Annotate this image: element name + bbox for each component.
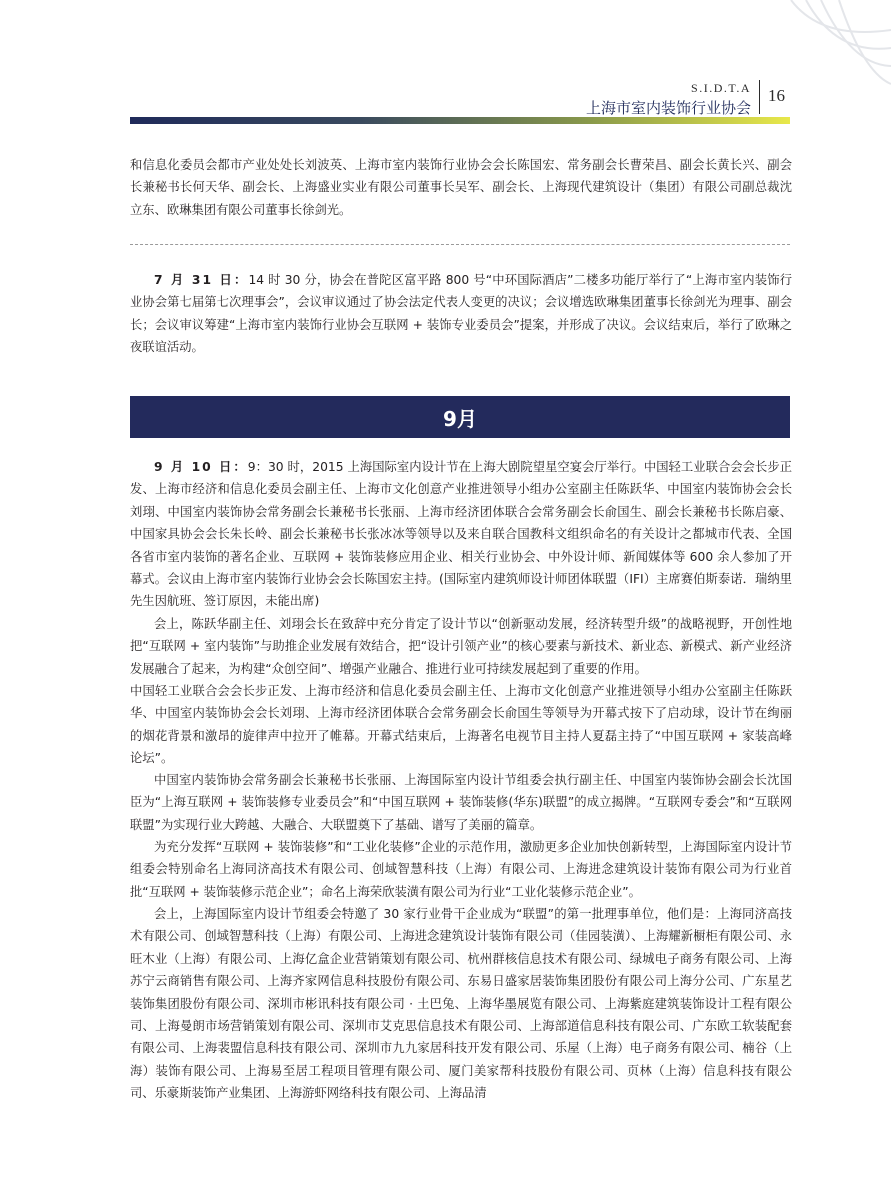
page-number: 16: [768, 86, 785, 105]
paragraph-text: 14 时 30 分，协会在普陀区富平路 800 号“中环国际酒店”二楼多功能厅举行了“上海市室内装饰行业协会第七届第七次理事会”，会议审议通过了协会法定代表人变更的决议；会议增选欧琳集团董事长徐剑光为理事、副会长；会议审议筹建“上海市室内装饰行业协会互联网 + 装饰专业委员会”提案，并形成了决议。会议结束后，举行了欧琳之夜联谊活动。: [130, 273, 792, 355]
paragraph-committee-launch: 中国室内装饰协会常务副会长兼秘书长张丽、上海国际室内设计节组委会执行副主任、中国室内装饰协会副会长沈国臣为“上海互联网 + 装饰装修专业委员会”和“中国互联网 + 装饰装修(华东)联盟”的成立揭牌。“互联网专委会”和“互联网联盟”为实现行业大跨越、大融合、大联盟奠下了基础、谱写了美丽的篇章。: [130, 773, 792, 832]
paragraph-speeches: 会上，陈跃华副主任、刘珝会长在致辞中充分肯定了设计节以“创新驱动发展，经济转型升级”的战略视野，开创性地把“互联网 + 室内装饰”与助推企业发展有效结合，把“设计引领产业”的核心要素与新技术、新业态、新模式、新产业经济发展融合了起来，为构建“众创空间”、增强产业融合、推进行业可持续发展起到了重要的作用。: [130, 617, 792, 676]
header-abbreviation: S.I.D.T.A: [691, 81, 751, 95]
month-banner: [130, 396, 790, 438]
paragraph-sep-10: [130, 456, 792, 613]
corner-decoration: [751, 0, 891, 95]
paragraph-alliance-members: 会上，上海国际室内设计节组委会特邀了 30 家行业骨干企业成为“联盟”的第一批理事单位，他们是：上海同济高技术有限公司、创域智慧科技（上海）有限公司、上海进念建筑设计装饰有限公司（佳园装潢）、上海耀新橱柜有限公司、永旺木业（上海）有限公司、上海亿盒企业营销策划有限公司、杭州群核信息技术有限公司、绿城电子商务有限公司、上海苏宁云商销售有限公司、上海齐家网信息科技股份有限公司、东易日盛家居装饰集团股份有限公司上海分公司、广东星艺装饰集团股份有限公司、深圳市彬讯科技有限公司 · 土巴兔、上海华墨展览有限公司、上海紫庭建筑装饰设计工程有限公司、上海曼朗市场营销策划有限公司、深圳市艾克思信息技术有限公司、上海部道信息科技有限公司、广东欧工软装配套有限公司、上海裴盟信息科技有限公司、深圳市九九家居科技开发有限公司、乐屋（上海）电子商务有限公司、楠谷（上海）装饰有限公司、上海易至居工程项目管理有限公司、厦门美家帮科技股份有限公司、页林（上海）信息科技有限公司、乐豪斯装饰产业集团、上海游虾网络科技有限公司、上海品清: [130, 907, 792, 1101]
month-banner-label: 9月: [443, 406, 477, 431]
section-divider: [130, 244, 790, 245]
paragraph-demonstration-companies: 为充分发挥“互联网 + 装饰装修”和“工业化装修”企业的示范作用，激励更多企业加快创新转型，上海国际室内设计节组委会特别命名上海同济高技术有限公司、创域智慧科技（上海）有限公司、上海进念建筑设计装饰有限公司为行业首批“互联网 + 装饰装修示范企业”；命名上海荣欣装潢有限公司为行业“工业化装修示范企业”。: [130, 840, 792, 899]
header-organization-name: 上海市室内装饰行业协会: [585, 99, 751, 117]
header-separator: [759, 80, 760, 114]
header-gradient-bar: [130, 117, 790, 124]
paragraph-attendees-continued: 和信息化委员会都市产业处处长刘波英、上海市室内装饰行业协会会长陈国宏、常务副会长曹荣昌、副会长黄长兴、副会长兼秘书长何天华、副会长、上海盛业实业有限公司董事长吴军、副会长、上海现代建筑设计（集团）有限公司副总裁沈立东、欧琳集团有限公司董事长徐剑光。: [130, 158, 792, 217]
date-label: 7 月 31 日：: [154, 273, 249, 287]
paragraph-jul-31: [130, 269, 792, 359]
date-label: 9 月 10 日：: [154, 460, 248, 474]
paragraph-text: 9：30 时，2015 上海国际室内设计节在上海大剧院望星空宴会厅举行。中国轻工业联合会会长步正发、上海市经济和信息化委员会副主任、上海市文化创意产业推进领导小组办公室副主任陈跃华、中国室内装饰协会会长刘珝、中国室内装饰协会常务副会长兼秘书长张丽、上海市经济团体联合会常务副会长俞国生、副会长兼秘书长陈启豪、中国家具协会会长朱长岭、副会长兼秘书长张冰冰等领导以及来自联合国教科文组织命名的有关设计之都城市代表、全国各省市室内装饰的著名企业、互联网 + 装饰装修应用企业、相关行业协会、中外设计师、新闻媒体等 600 余人参加了开幕式。会议由上海市室内装饰行业协会会长陈国宏主持。(国际室内建筑师设计师团体联盟（IFI）主席赛伯斯泰诺．瑞纳里先生因航班、签订原因，未能出席): [130, 460, 792, 609]
paragraph-opening-ceremony: 中国轻工业联合会会长步正发、上海市经济和信息化委员会副主任、上海市文化创意产业推进领导小组办公室副主任陈跃华、中国室内装饰协会会长刘珝、上海市经济团体联合会常务副会长俞国生等领导为开幕式按下了启动球，设计节在绚丽的烟花背景和激昂的旋律声中拉开了帷幕。开幕式结束后，上海著名电视节目主持人夏磊主持了“中国互联网 + 家装高峰论坛”。: [130, 684, 792, 766]
